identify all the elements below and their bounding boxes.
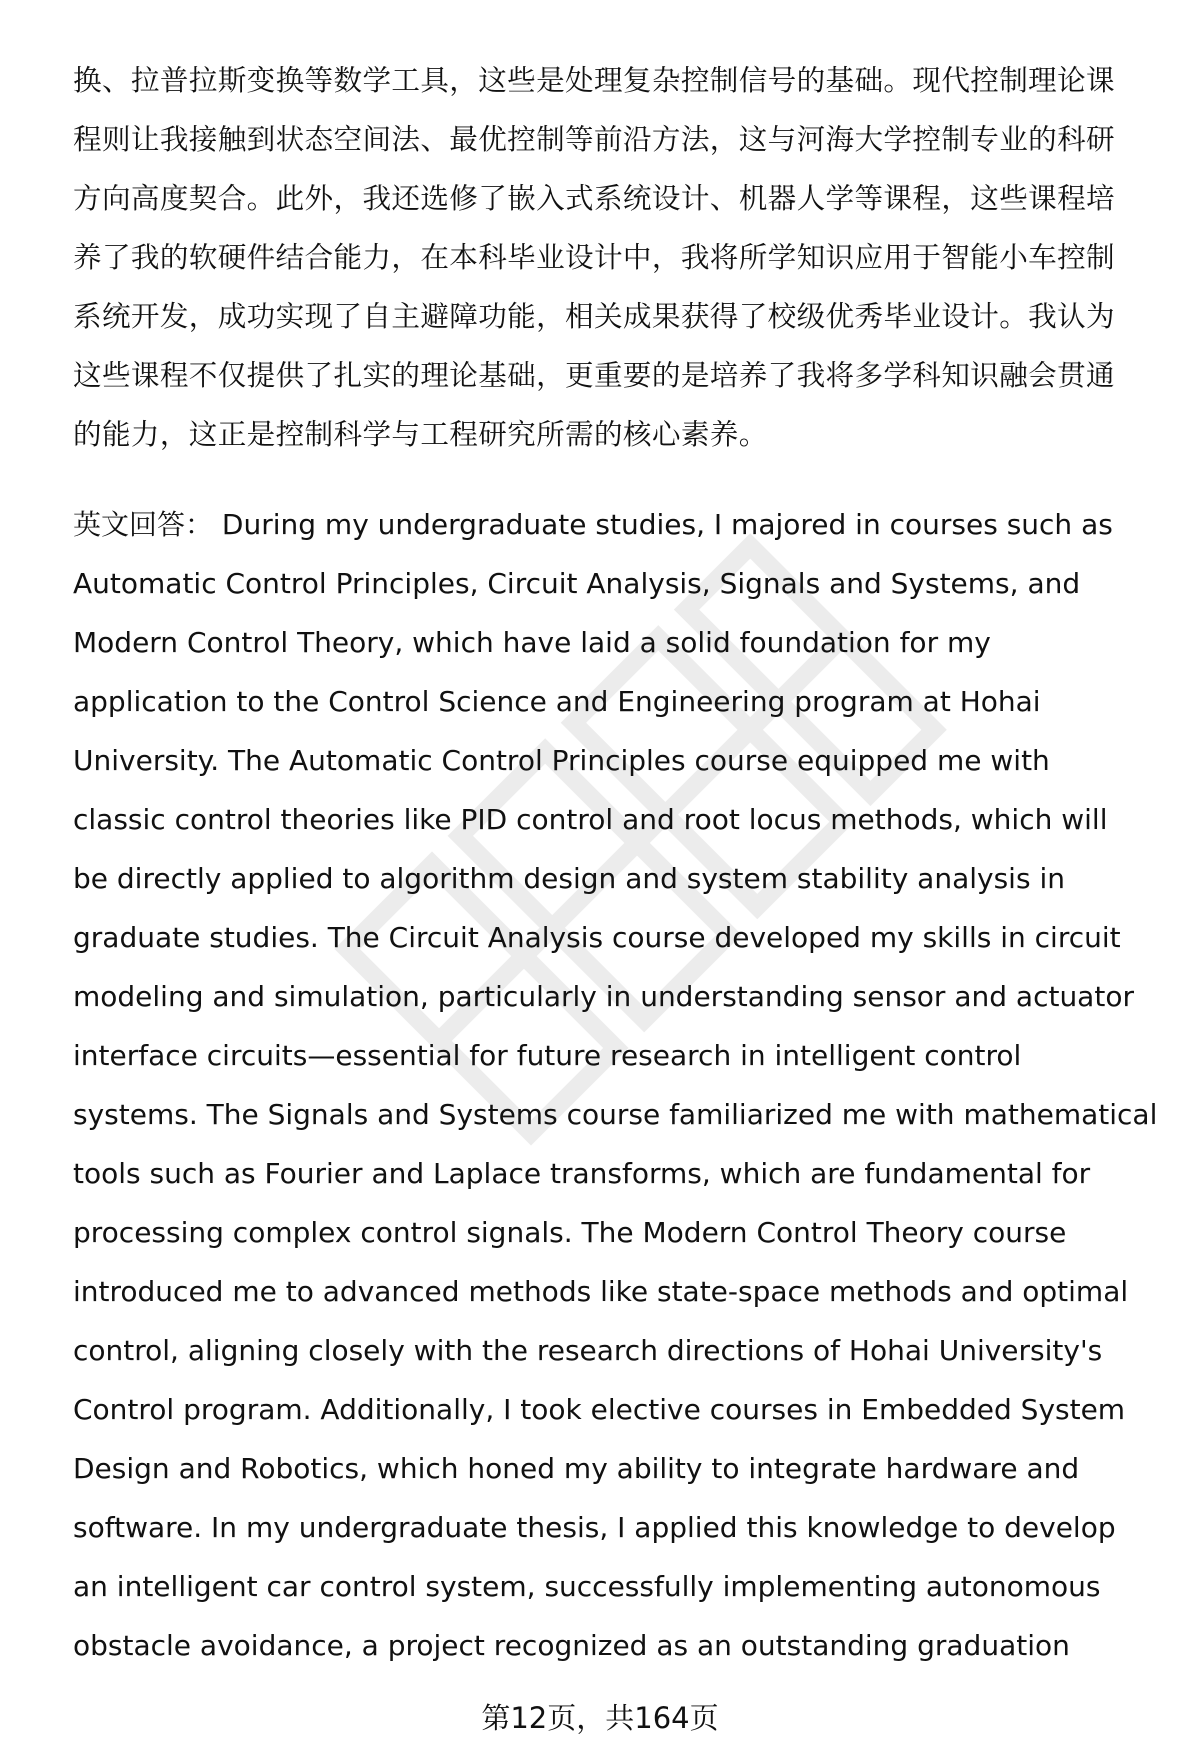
text-line: modeling and simulation, particularly in understanding sensor and actuator: [73, 980, 1134, 1013]
text-line: Design and Robotics, which honed my ability to integrate hardware and: [73, 1452, 1080, 1485]
text-line: systems. The Signals and Systems course familiarized me with mathematical: [73, 1098, 1158, 1131]
text-line: application to the Control Science and Engineering program at Hohai: [73, 685, 1041, 718]
text-line: introduced me to advanced methods like state-space methods and optimal: [73, 1275, 1129, 1308]
page-number-footer: 第12页，共164页: [481, 1701, 719, 1735]
text-line: obstacle avoidance, a project recognized as an outstanding graduation: [73, 1629, 1070, 1662]
text-line: 养了我的软硬件结合能力，在本科毕业设计中，我将所学知识应用于智能小车控制: [73, 240, 1115, 274]
text-line: interface circuits—essential for future research in intelligent control: [73, 1039, 1022, 1072]
text-line: 方向高度契合。此外，我还选修了嵌入式系统设计、机器人学等课程，这些课程培: [73, 181, 1115, 215]
text-line: processing complex control signals. The Modern Control Theory course: [73, 1216, 1067, 1249]
text-line: be directly applied to algorithm design and system stability analysis in: [73, 862, 1065, 895]
text-line: 系统开发，成功实现了自主避障功能，相关成果获得了校级优秀毕业设计。我认为: [73, 299, 1115, 333]
text-line: 这些课程不仅提供了扎实的理论基础，更重要的是培养了我将多学科知识融会贯通: [73, 358, 1115, 392]
text-line: tools such as Fourier and Laplace transforms, which are fundamental for: [73, 1157, 1091, 1190]
text-line: an intelligent car control system, successfully implementing autonomous: [73, 1570, 1101, 1603]
text-line: 的能力，这正是控制科学与工程研究所需的核心素养。: [73, 417, 768, 451]
text-line: University. The Automatic Control Principles course equipped me with: [73, 744, 1050, 777]
text-line: classic control theories like PID control and root locus methods, which will: [73, 803, 1108, 836]
text-line: 程则让我接触到状态空间法、最优控制等前沿方法，这与河海大学控制专业的科研: [73, 122, 1115, 156]
text-line: 换、拉普拉斯变换等数学工具，这些是处理复杂控制信号的基础。现代控制理论课: [73, 63, 1115, 97]
text-line: Modern Control Theory, which have laid a solid foundation for my: [73, 626, 991, 659]
text-line: software. In my undergraduate thesis, I applied this knowledge to develop: [73, 1511, 1116, 1544]
text-line: control, aligning closely with the research directions of Hohai University's: [73, 1334, 1103, 1367]
text-line: graduate studies. The Circuit Analysis course developed my skills in circuit: [73, 921, 1121, 954]
text-line: Control program. Additionally, I took elective courses in Embedded System: [73, 1393, 1126, 1426]
text-line: Automatic Control Principles, Circuit Analysis, Signals and Systems, and: [73, 567, 1081, 600]
text-line: 英文回答： During my undergraduate studies, I majored in courses such as: [73, 508, 1113, 541]
